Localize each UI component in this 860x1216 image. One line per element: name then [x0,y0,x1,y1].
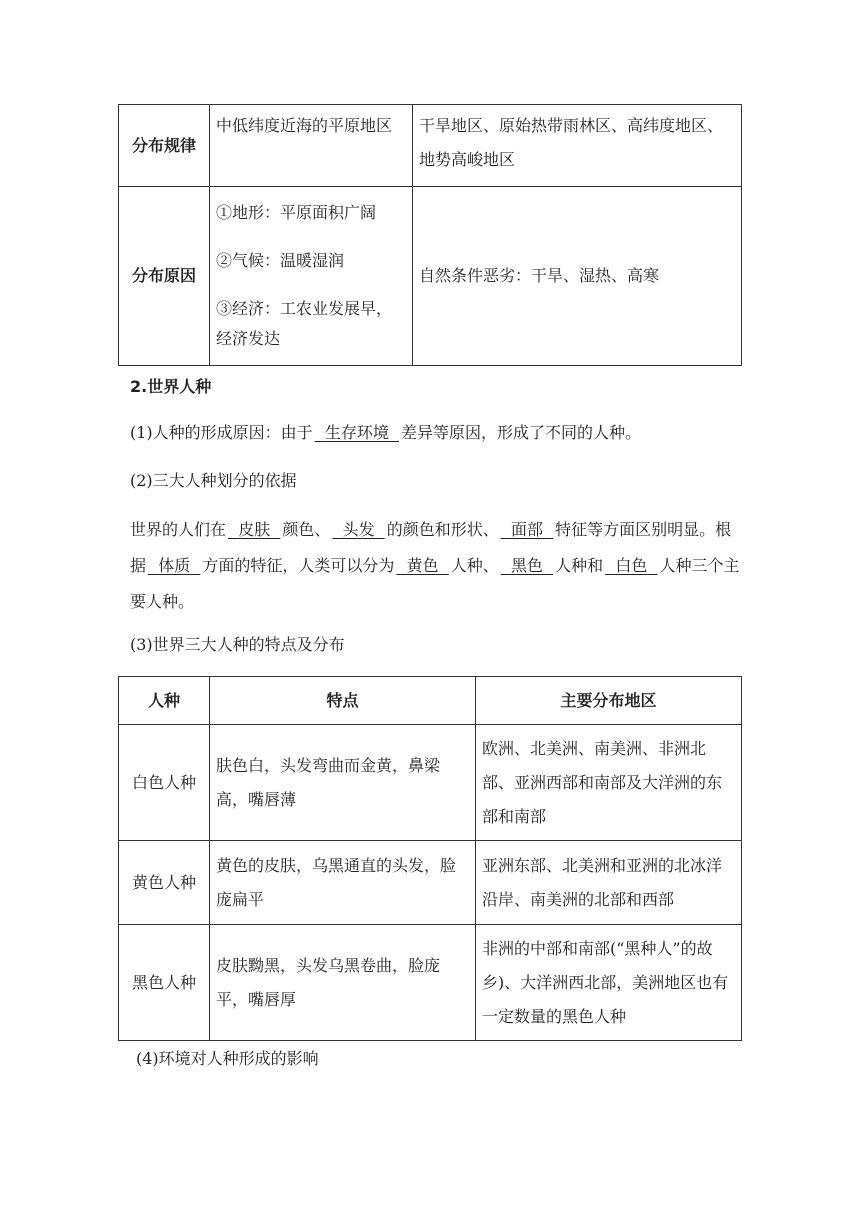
race-cell: 白色人种 [119,725,210,841]
table-header-row [119,677,742,725]
sparse-cell: 自然条件恶劣：干旱、湿热、高寒 [413,187,742,366]
region-cell: 亚洲东部、北美洲和亚洲的北冰洋沿岸、南美洲的北部和西部 [476,841,742,925]
row-label: 分布原因 [119,187,210,366]
dense-cell: 中低纬度近海的平原地区 [210,105,413,187]
header-race: 人种 [119,677,210,725]
paragraph-table-title: (3)世界三大人种的特点及分布 [130,635,345,654]
list-item: ①地形：平原面积广阔 [216,203,377,222]
sparse-cell: 干旱地区、原始热带雨林区、高纬度地区、地势高峻地区 [413,105,742,187]
table-row [119,187,742,366]
list-item: ②气候：温暖湿润 [216,251,345,270]
race-cell: 黄色人种 [119,841,210,925]
fill-blank: 黄色 [406,556,439,575]
races-table [118,676,742,1041]
fill-blank: 体质 [158,556,191,575]
feature-cell: 皮肤黝黑，头发乌黑卷曲，脸庞平，嘴唇厚 [210,925,476,1041]
feature-cell: 肤色白，头发弯曲而金黄，鼻梁高，嘴唇薄 [210,725,476,841]
race-cell: 黑色人种 [119,925,210,1041]
fill-blank: 皮肤 [238,520,271,539]
region-cell: 欧洲、北美洲、南美洲、非洲北部、亚洲西部和南部及大洋洲的东部和南部 [476,725,742,841]
region-cell: 非洲的中部和南部(“黑种人”的故乡)、大洋洲西北部，美洲地区也有一定数量的黑色人种 [476,925,742,1041]
table-row [119,925,742,1041]
fill-blank: 黑色 [510,556,543,575]
section-title: 2.世界人种 [130,377,212,396]
table-row [119,105,742,187]
paragraph-basis-title: (2)三大人种划分的依据 [130,471,297,490]
fill-blank: 白色 [615,556,648,575]
paragraph-formation-cause: (1)人种的形成原因：由于 生存环境 差异等原因，形成了不同的人种。 [130,423,642,442]
dense-cell [210,187,413,366]
fill-blank: 面部 [510,520,543,539]
list-item: ③经济：工农业发展早，经济发达 [216,299,393,348]
table-row [119,841,742,925]
paragraph-basis: 世界的人们在 皮肤 颜色、 头发 的颜色和形状、 面部 特征等方面区别明显。根据 体质 方面的特征，人类可以分为 黄色 人种、 黑色 人种和 白色 人种三个主要人种。 [130,520,740,611]
fill-blank: 生存环境 [324,423,389,442]
paragraph-environment: (4)环境对人种形成的影响 [136,1049,319,1068]
table-row [119,725,742,841]
header-region: 主要分布地区 [476,677,742,725]
header-feature: 特点 [210,677,476,725]
fill-blank: 头发 [342,520,375,539]
feature-cell: 黄色的皮肤，乌黑通直的头发，脸庞扁平 [210,841,476,925]
population-distribution-table [118,104,742,366]
row-label: 分布规律 [119,105,210,187]
